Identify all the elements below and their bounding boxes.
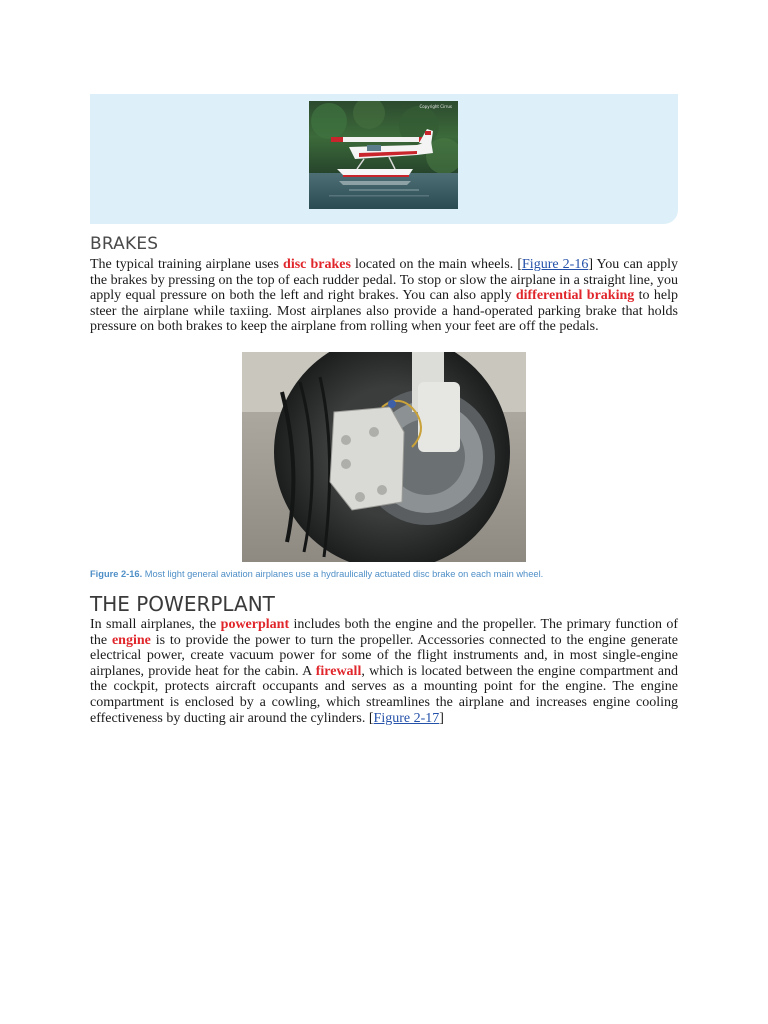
figure-label: Figure 2-16. — [90, 569, 143, 579]
keyword-engine: engine — [111, 632, 151, 648]
text-run: to help steer the airplane while taxiing. Most airplanes also provide a hand-operated parking brake that holds pressure on both brakes to keep the airplane from rolling when your feet are off the pedals. — [90, 288, 679, 335]
powerplant-paragraph — [90, 617, 678, 726]
figure-2-17-link[interactable]: Figure 2-17 — [373, 710, 440, 726]
caption-text: Most light general aviation airplanes use a hydraulically actuated disc brake on each main wheel. — [142, 569, 544, 579]
text-run: is to provide the power to turn the propeller. Accessories connected to the engine generate electrical power, create vacuum power for some of the flight instruments and, in most single-engine airplanes, provide heat for the cabin. A — [90, 632, 678, 679]
text-run: ] You can apply the brakes by pressing on the top of each rudder pedal. To stop or slow the airplane in a straight line, you apply equal pressure on both the left and right brakes. You can also apply — [90, 257, 678, 304]
text-run: includes both the engine and the propeller. The primary function of the — [90, 617, 678, 648]
text-run: In small airplanes, the — [90, 617, 221, 632]
text-run: , which is located between the engine compartment and the cockpit, protects aircraft occupants and serves as a mounting point for the engine. The engine compartment is enclosed by a cowling, which streamlines the airplane and increases engine cooling effectiveness by ducting air around the cylinders. [ — [90, 663, 678, 726]
figure-2-16-link[interactable]: Figure 2-16 — [522, 257, 589, 272]
text-run: ] — [439, 710, 444, 726]
section-heading-powerplant: THE POWERPLANT — [90, 592, 275, 616]
copyright-text: Copyright Cirrus — [419, 104, 452, 109]
brakes-paragraph — [90, 257, 678, 335]
text-run: located on the main wheels. [ — [350, 257, 523, 272]
keyword-disc-brakes: disc brakes — [283, 257, 351, 272]
section-heading-brakes: BRAKES — [90, 234, 159, 254]
keyword-differential-braking: differential braking — [515, 288, 635, 304]
text-run: The typical training airplane uses — [90, 257, 284, 272]
keyword-powerplant: powerplant — [220, 617, 290, 632]
disc-brake-wheel-photo — [242, 352, 526, 562]
figure-caption — [90, 569, 543, 579]
keyword-firewall: firewall — [315, 663, 362, 679]
floatplane-photo — [309, 101, 458, 209]
